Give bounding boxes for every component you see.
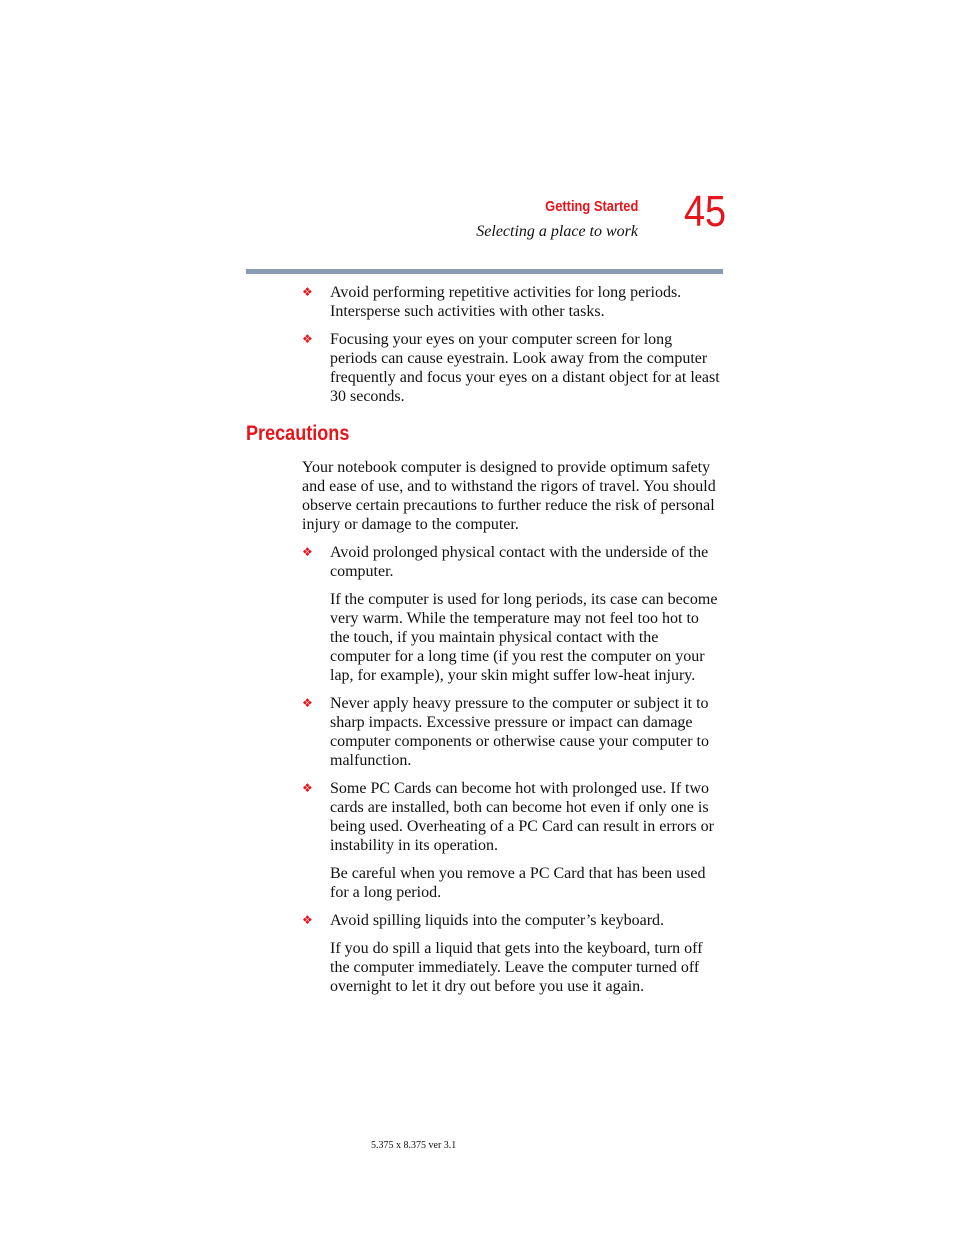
bullet-diamond-icon: ❖	[302, 696, 313, 710]
precautions-intro: Your notebook computer is designed to provide optimum safety and ease of use, and to withstand the rigors of travel. You should observe certain precautions to further reduce the risk of personal injury or damage to the computer.	[302, 459, 716, 533]
bullet-text: Avoid prolonged physical contact with the underside of the computer.	[330, 544, 709, 580]
subsection-title: Selecting a place to work	[476, 223, 638, 240]
bullet-diamond-icon: ❖	[302, 332, 313, 346]
bullet-text: Avoid spilling liquids into the computer’s keyboard.	[330, 912, 665, 929]
bullet-item	[302, 330, 722, 406]
header-rule	[246, 269, 723, 274]
bullet-item	[302, 694, 722, 770]
bullet-diamond-icon: ❖	[302, 913, 313, 927]
bullet-diamond-icon: ❖	[302, 781, 313, 795]
version-footer: 5.375 x 8.375 ver 3.1	[371, 1140, 457, 1151]
page-body	[246, 283, 722, 1005]
bullet-note: If the computer is used for long periods, its case can become very warm. While the temperature may not feel too hot to the touch, if you maintain physical contact with the computer for a long time (if you rest the computer on your lap, for example), your skin might suffer low-heat injury.	[330, 591, 718, 684]
page-number: 45	[684, 187, 727, 236]
bullet-item	[302, 779, 722, 855]
bullet-diamond-icon: ❖	[302, 545, 313, 559]
precautions-heading: Precautions	[246, 422, 350, 445]
bullet-item	[302, 543, 722, 581]
bullet-text: Avoid performing repetitive activities for long periods. Intersperse such activities with other tasks.	[330, 284, 682, 320]
bullet-note: If you do spill a liquid that gets into the keyboard, turn off the computer immediately. Leave the computer turned off overnight to let it dry out before you use it again.	[330, 940, 703, 995]
bullet-note: Be careful when you remove a PC Card that has been used for a long period.	[330, 865, 706, 901]
bullet-item	[302, 911, 722, 930]
bullet-item	[302, 283, 722, 321]
section-title: Getting Started	[544, 198, 638, 215]
bullet-text: Focusing your eyes on your computer screen for long periods can cause eyestrain. Look away from the computer frequently and focus your eyes on a distant object for at least 30 seconds.	[330, 331, 720, 405]
bullet-diamond-icon: ❖	[302, 285, 313, 299]
bullet-text: Never apply heavy pressure to the computer or subject it to sharp impacts. Excessive pressure or impact can damage computer components or otherwise cause your computer to malfunction.	[330, 695, 709, 769]
bullet-text: Some PC Cards can become hot with prolonged use. If two cards are installed, both can become hot even if only one is being used. Overheating of a PC Card can result in errors or instability in its operation.	[330, 780, 714, 854]
